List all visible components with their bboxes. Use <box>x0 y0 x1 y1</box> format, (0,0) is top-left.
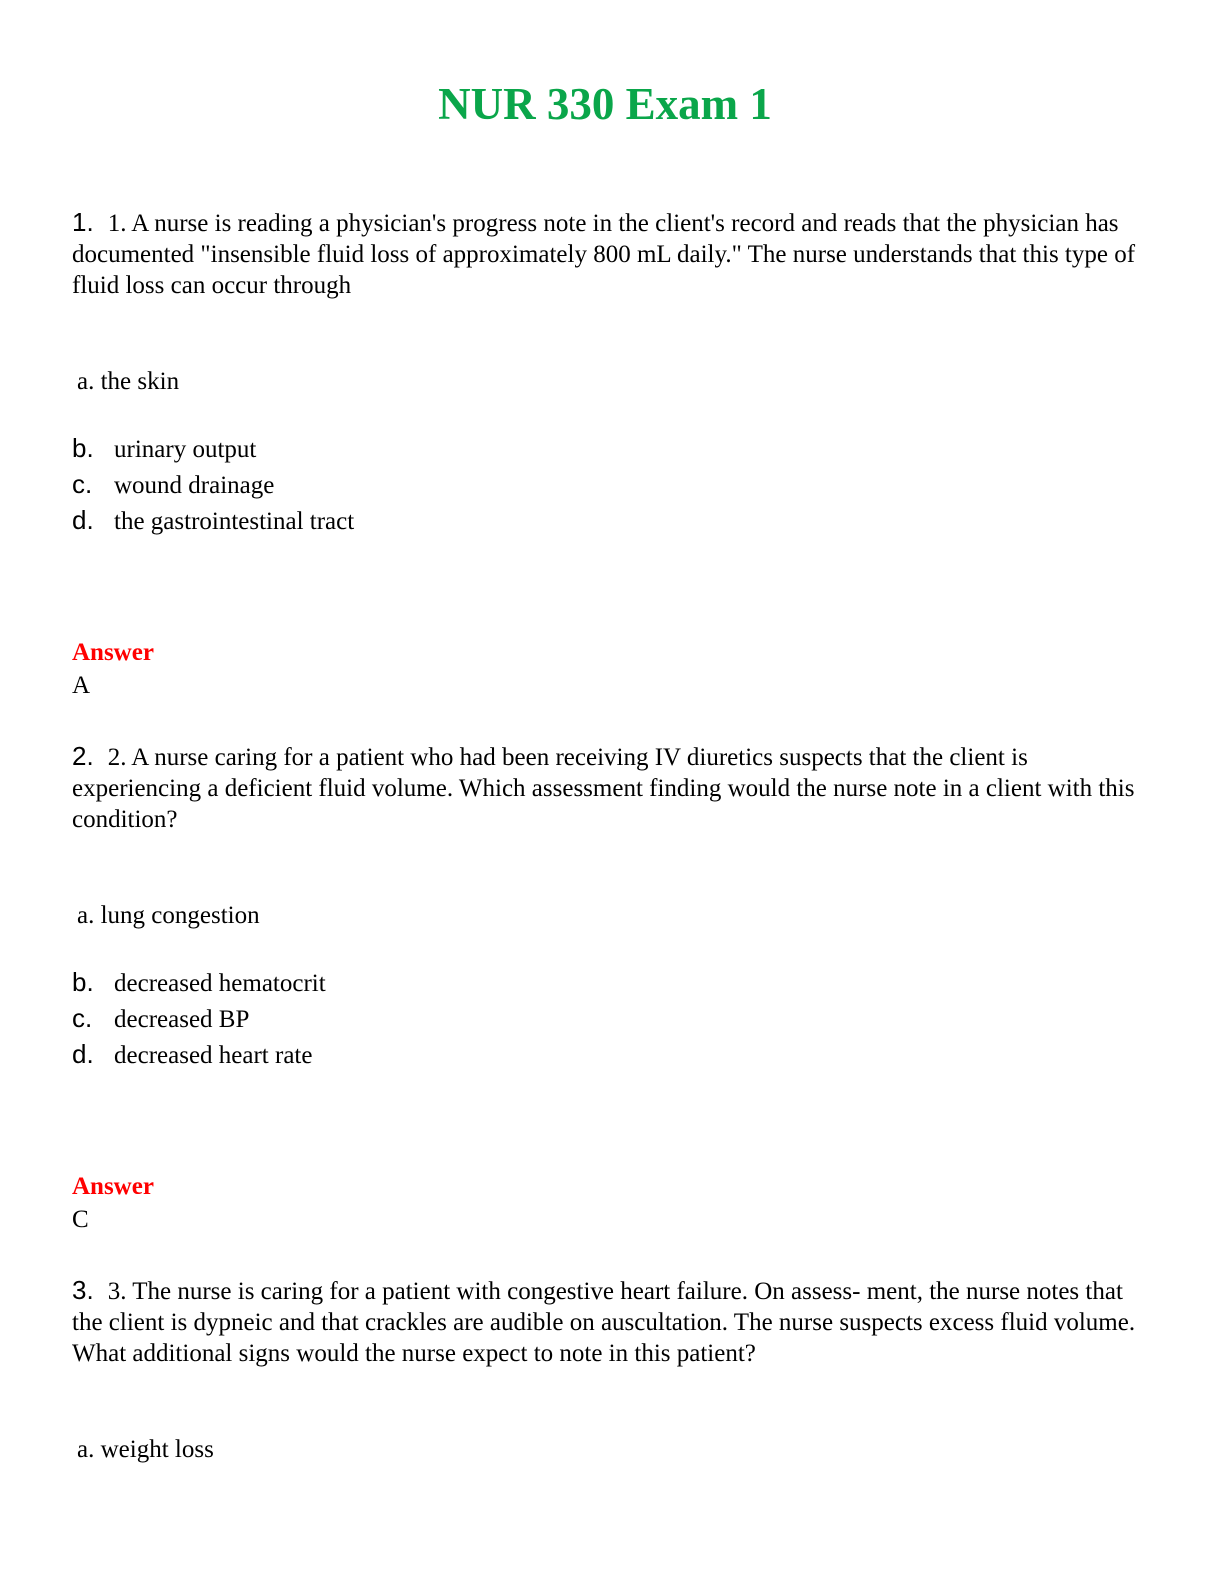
question-1-answer-label: Answer <box>72 639 154 666</box>
question-1-option-b <box>72 433 256 465</box>
option-text: urinary output <box>114 436 257 463</box>
question-2 <box>72 741 1142 1233</box>
option-text: decreased hematocrit <box>114 970 326 997</box>
question-3-number: 3. <box>72 1275 94 1305</box>
question-2-answer-label: Answer <box>72 1173 154 1200</box>
question-1-answer-value: A <box>72 672 91 699</box>
question-3-option-a: a. weight loss <box>77 1436 214 1463</box>
option-letter: c. <box>72 469 93 499</box>
question-2-number: 2. <box>72 741 94 771</box>
question-1-number: 1. <box>72 207 94 237</box>
question-3-stem: 3. The nurse is caring for a patient with congestive heart failure. On assess- ment, the nurse notes that the client is dypneic and that crackles are audible on auscultation. The nurse suspects excess fluid volume. What additional signs would the nurse expect to note in this patient? <box>72 1278 1136 1367</box>
question-1-text <box>72 207 1142 301</box>
question-3 <box>72 1275 1142 1463</box>
question-2-option-d <box>72 1039 312 1071</box>
question-1 <box>72 207 1142 699</box>
option-text: wound drainage <box>114 472 275 499</box>
question-2-option-c <box>72 1003 249 1035</box>
option-letter: d. <box>72 1039 94 1069</box>
question-2-option-b <box>72 967 326 999</box>
option-letter: d. <box>72 505 94 535</box>
question-2-text <box>72 741 1142 835</box>
question-1-stem: 1. A nurse is reading a physician's progress note in the client's record and reads that the physician has documented "insensible fluid loss of approximately 800 mL daily." The nurse understands that this type of fluid loss can occur through <box>72 210 1136 299</box>
question-1-option-a: a. the skin <box>77 368 180 395</box>
option-letter: c. <box>72 1003 93 1033</box>
option-text: the gastrointestinal tract <box>114 508 355 535</box>
question-1-option-d <box>72 505 354 537</box>
option-text: decreased heart rate <box>114 1042 313 1069</box>
question-1-option-c <box>72 469 274 501</box>
option-letter: b. <box>72 967 94 997</box>
option-text: decreased BP <box>114 1006 250 1033</box>
question-3-text <box>72 1275 1142 1369</box>
question-2-option-a: a. lung congestion <box>77 902 260 929</box>
option-letter: b. <box>72 433 94 463</box>
page-title: NUR 330 Exam 1 <box>438 79 772 129</box>
question-2-answer-value: C <box>72 1206 89 1233</box>
question-2-stem: 2. A nurse caring for a patient who had been receiving IV diuretics suspects that the client is experiencing a deficient fluid volume. Which assessment finding would the nurse note in a client with this condition? <box>72 744 1135 833</box>
